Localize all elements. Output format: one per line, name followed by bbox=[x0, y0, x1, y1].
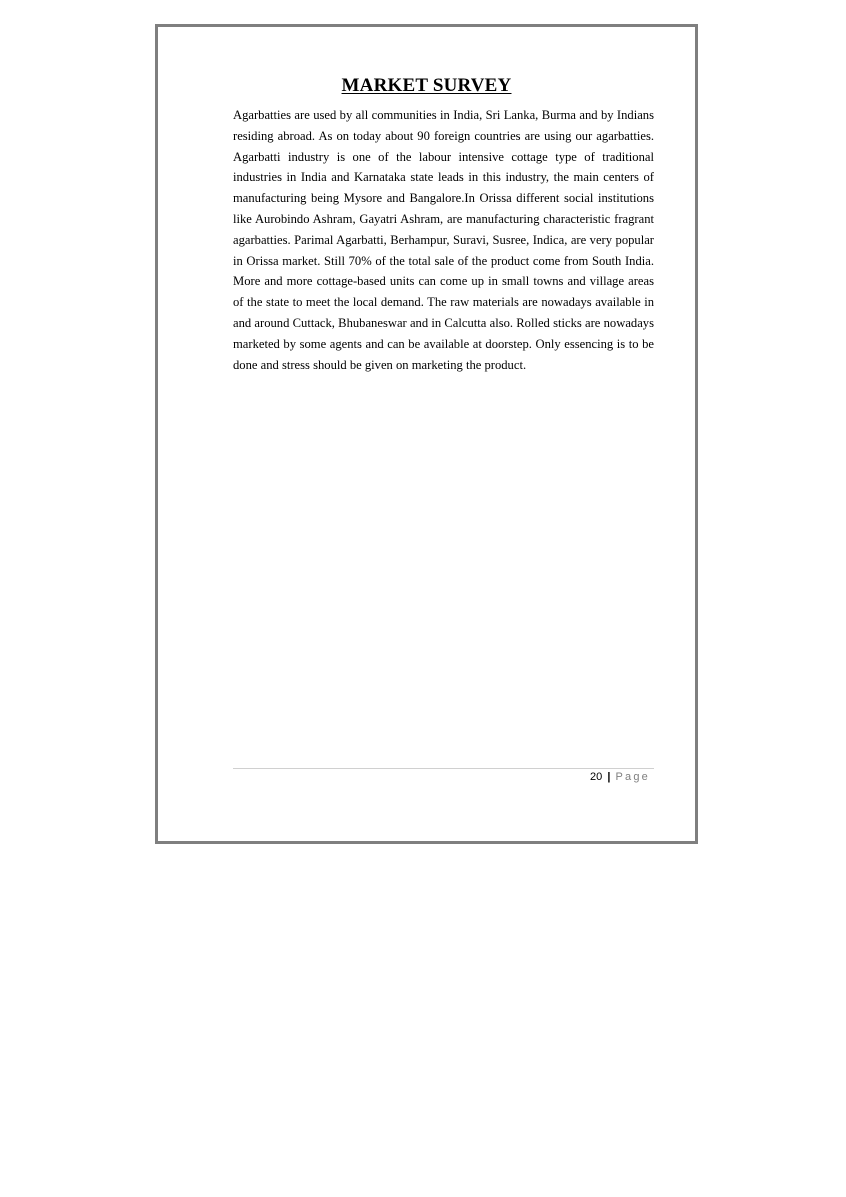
page-number: 20 bbox=[590, 771, 603, 783]
section-heading: MARKET SURVEY bbox=[341, 75, 512, 96]
page-label: Page bbox=[615, 771, 650, 783]
page-footer bbox=[233, 771, 650, 783]
footer-divider bbox=[233, 768, 654, 769]
body-paragraph: Agarbatties are used by all communities in India, Sri Lanka, Burma and by Indians residing abroad. As on today about 90 foreign countries are using our agarbatties. Agarbatti industry is one of the labour intensive cottage type of traditional industries in India and Karnataka state leads in this industry, the main centers of manufacturing being Mysore and Bangalore.In Orissa different social institutions like Aurobindo Ashram, Gayatri Ashram, are manufacturing characteristic fragrant agarbatties. Parimal Agarbatti, Berhampur, Suravi, Susree, Indica, are very popular in Orissa market. Still 70% of the total sale of the product come from South India. More and more cottage-based units can come up in small towns and village areas of the state to meet the local demand. The raw materials are nowadays available in and around Cuttack, Bhubaneswar and in Calcutta also. Rolled sticks are nowadays marketed by some agents and can be available at doorstep. Only essencing is to be done and stress should be given on marketing the product. bbox=[233, 108, 654, 372]
page-frame bbox=[155, 24, 698, 844]
footer-separator: | bbox=[607, 771, 611, 783]
